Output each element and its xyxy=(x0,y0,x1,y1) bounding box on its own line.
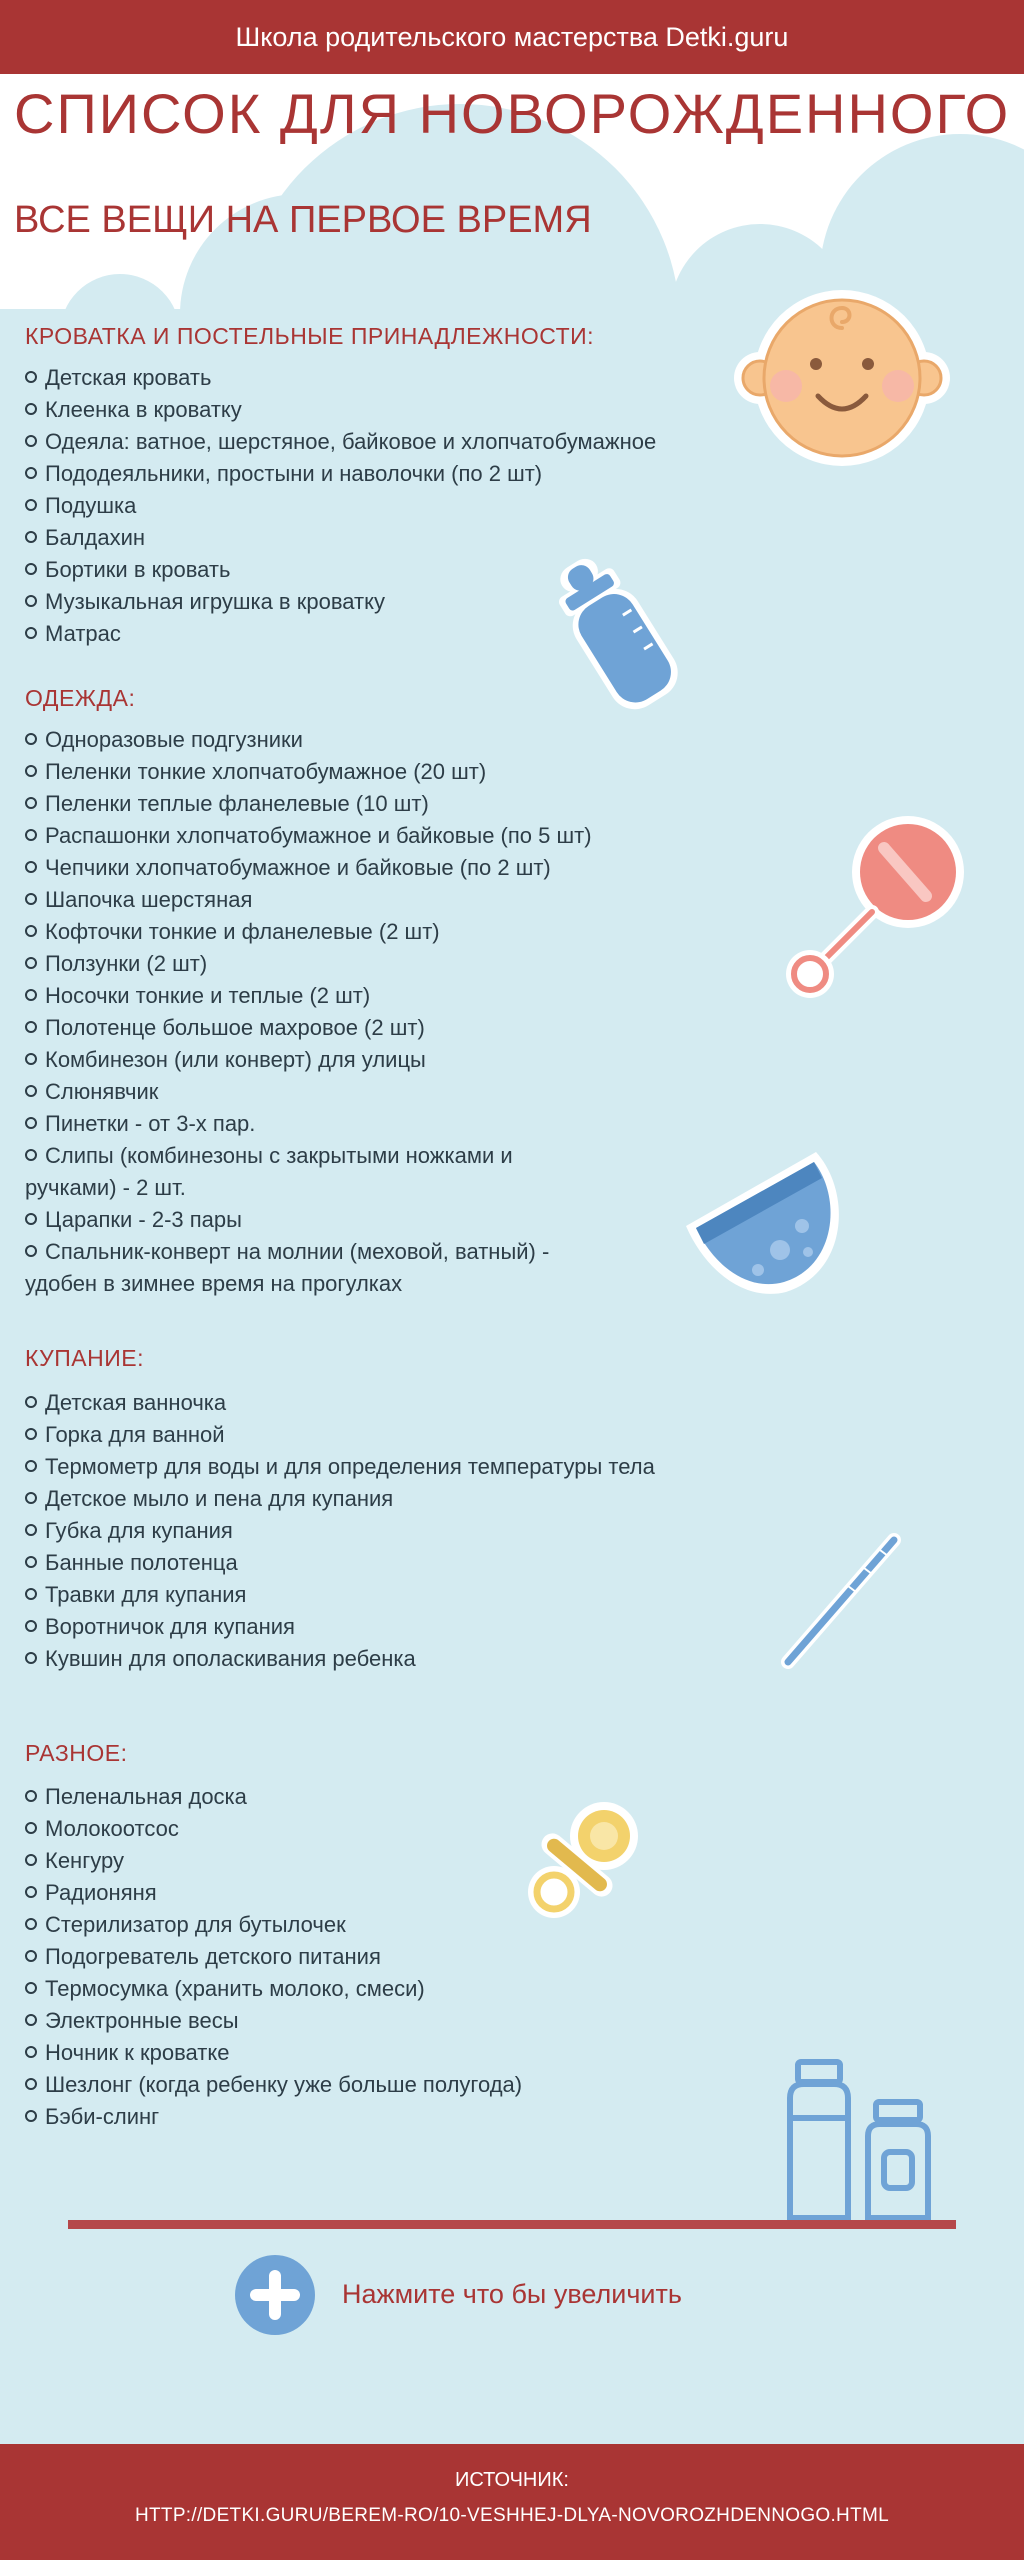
bullet-icon xyxy=(25,2014,37,2026)
list-item: Пеленки теплые фланелевые (10 шт) xyxy=(25,788,592,820)
bullet-icon xyxy=(25,403,37,415)
bullet-icon xyxy=(25,893,37,905)
bullet-icon xyxy=(25,1982,37,1994)
list-item: Шезлонг (когда ребенку уже больше полугода) xyxy=(25,2069,522,2101)
bullet-icon xyxy=(25,1918,37,1930)
plus-icon[interactable] xyxy=(234,2254,316,2336)
list-item: Бэби-слинг xyxy=(25,2101,522,2133)
list-item: Термосумка (хранить молоко, смеси) xyxy=(25,1973,522,2005)
diaper-icon xyxy=(676,1142,856,1302)
list-item: Носочки тонкие и теплые (2 шт) xyxy=(25,980,592,1012)
bullet-icon xyxy=(25,1245,37,1257)
list-item: Ползунки (2 шт) xyxy=(25,948,592,980)
list-bath xyxy=(25,1387,655,1675)
zoom-link[interactable]: Нажмите что бы увеличить xyxy=(342,2279,682,2309)
list-item: Стерилизатор для бутылочек xyxy=(25,1909,522,1941)
list-item: Шапочка шерстяная xyxy=(25,884,592,916)
bullet-icon xyxy=(25,1886,37,1898)
page-title: СПИСОК ДЛЯ НОВОРОЖДЕННОГО xyxy=(14,82,1011,145)
bullet-icon xyxy=(25,1524,37,1536)
bullet-icon xyxy=(25,2110,37,2122)
bullet-icon xyxy=(25,829,37,841)
bullet-icon xyxy=(25,1556,37,1568)
list-item: Бортики в кровать xyxy=(25,554,656,586)
divider xyxy=(68,2220,956,2229)
list-item: Комбинезон (или конверт) для улицы xyxy=(25,1044,592,1076)
header-bar xyxy=(0,0,1024,74)
bullet-icon xyxy=(25,371,37,383)
list-item: Пододеяльники, простыни и наволочки (по 2 шт) xyxy=(25,458,656,490)
bullet-icon xyxy=(25,1428,37,1440)
list-item: Подушка xyxy=(25,490,656,522)
bullet-icon xyxy=(25,1620,37,1632)
list-item: Распашонки хлопчатобумажное и байковые (по 5 шт) xyxy=(25,820,592,852)
bullet-icon xyxy=(25,595,37,607)
source-link[interactable]: HTTP://DETKI.GURU/BEREM-RO/10-VESHHEJ-DLYA-NOVOROZHDENNOGO.HTML xyxy=(135,2505,889,2526)
section-title-bed: КРОВАТКА И ПОСТЕЛЬНЫЕ ПРИНАДЛЕЖНОСТИ: xyxy=(25,323,595,349)
section-title-bath: КУПАНИЕ: xyxy=(25,1345,145,1371)
baby-face-icon xyxy=(720,282,964,472)
bullet-icon xyxy=(25,1396,37,1408)
list-item: Детское мыло и пена для купания xyxy=(25,1483,655,1515)
list-item: Чепчики хлопчатобумажное и байковые (по 2 шт) xyxy=(25,852,592,884)
section-title-clothes: ОДЕЖДА: xyxy=(25,685,136,711)
bullet-icon xyxy=(25,1085,37,1097)
list-item: Горка для ванной xyxy=(25,1419,655,1451)
bullet-icon xyxy=(25,2078,37,2090)
thermometer-icon xyxy=(776,1532,906,1672)
list-item: Слипы (комбинезоны с закрытыми ножками и xyxy=(25,1140,592,1172)
section-title-misc: РАЗНОЕ: xyxy=(25,1740,128,1766)
header-text: Школа родительского мастерства Detki.guru xyxy=(235,22,789,52)
list-item: Губка для купания xyxy=(25,1515,655,1547)
list-item: Термометр для воды и для определения температуры тела xyxy=(25,1451,655,1483)
footer-bar xyxy=(0,2444,1024,2560)
bullet-icon xyxy=(25,1492,37,1504)
bullet-icon xyxy=(25,627,37,639)
list-item: Спальник-конверт на молнии (меховой, ватный) - xyxy=(25,1236,592,1268)
bullet-icon xyxy=(25,1652,37,1664)
list-item: Клеенка в кроватку xyxy=(25,394,656,426)
bullet-icon xyxy=(25,563,37,575)
list-item: Кофточки тонкие и фланелевые (2 шт) xyxy=(25,916,592,948)
bullet-icon xyxy=(25,1053,37,1065)
list-item: Пеленальная доска xyxy=(25,1781,522,1813)
bullet-icon xyxy=(25,765,37,777)
bullet-icon xyxy=(25,957,37,969)
jars-icon xyxy=(780,2058,946,2224)
rattle-icon xyxy=(776,812,976,1000)
bullet-icon xyxy=(25,531,37,543)
list-item: Кувшин для ополаскивания ребенка xyxy=(25,1643,655,1675)
bullet-icon xyxy=(25,1117,37,1129)
page-subtitle: ВСЕ ВЕЩИ НА ПЕРВОЕ ВРЕМЯ xyxy=(14,199,592,241)
bullet-icon xyxy=(25,989,37,1001)
bullet-icon xyxy=(25,1950,37,1962)
bullet-icon xyxy=(25,435,37,447)
list-item: Полотенце большое махровое (2 шт) xyxy=(25,1012,592,1044)
list-item: Подогреватель детского питания xyxy=(25,1941,522,1973)
list-item: Ночник к кроватке xyxy=(25,2037,522,2069)
bullet-icon xyxy=(25,1790,37,1802)
source-label: ИСТОЧНИК: xyxy=(455,2469,569,2491)
bullet-icon xyxy=(25,1021,37,1033)
pacifier-icon xyxy=(520,1796,644,1924)
baby-bottle-icon xyxy=(550,536,700,720)
bullet-icon xyxy=(25,1213,37,1225)
bullet-icon xyxy=(25,925,37,937)
bullet-icon xyxy=(25,1854,37,1866)
bullet-icon xyxy=(25,1460,37,1472)
bullet-icon xyxy=(25,1822,37,1834)
bullet-icon xyxy=(25,1149,37,1161)
list-item: Пеленки тонкие хлопчатобумажное (20 шт) xyxy=(25,756,592,788)
list-item: Музыкальная игрушка в кроватку xyxy=(25,586,656,618)
list-item: Молокоотсос xyxy=(25,1813,522,1845)
bullet-icon xyxy=(25,467,37,479)
list-item: Балдахин xyxy=(25,522,656,554)
list-item: Кенгуру xyxy=(25,1845,522,1877)
list-item: Слюнявчик xyxy=(25,1076,592,1108)
list-item: Детская ванночка xyxy=(25,1387,655,1419)
list-item: Одеяла: ватное, шерстяное, байковое и хлопчатобумажное xyxy=(25,426,656,458)
bullet-icon xyxy=(25,2046,37,2058)
list-clothes xyxy=(25,724,592,1300)
list-item: Радионяня xyxy=(25,1877,522,1909)
list-item: Матрас xyxy=(25,618,656,650)
bullet-icon xyxy=(25,797,37,809)
list-item: Пинетки - от 3-х пар. xyxy=(25,1108,592,1140)
list-item: Банные полотенца xyxy=(25,1547,655,1579)
list-misc xyxy=(25,1781,522,2133)
list-item: Царапки - 2-3 пары xyxy=(25,1204,592,1236)
list-item: Электронные весы xyxy=(25,2005,522,2037)
bullet-icon xyxy=(25,861,37,873)
bullet-icon xyxy=(25,1588,37,1600)
bullet-icon xyxy=(25,733,37,745)
list-item: Одноразовые подгузники xyxy=(25,724,592,756)
list-item: Травки для купания xyxy=(25,1579,655,1611)
list-item-continuation: удобен в зимнее время на прогулках xyxy=(25,1271,403,1296)
list-item-continuation: ручками) - 2 шт. xyxy=(25,1175,186,1200)
list-item: Детская кровать xyxy=(25,362,656,394)
bullet-icon xyxy=(25,499,37,511)
list-item: Воротничок для купания xyxy=(25,1611,655,1643)
